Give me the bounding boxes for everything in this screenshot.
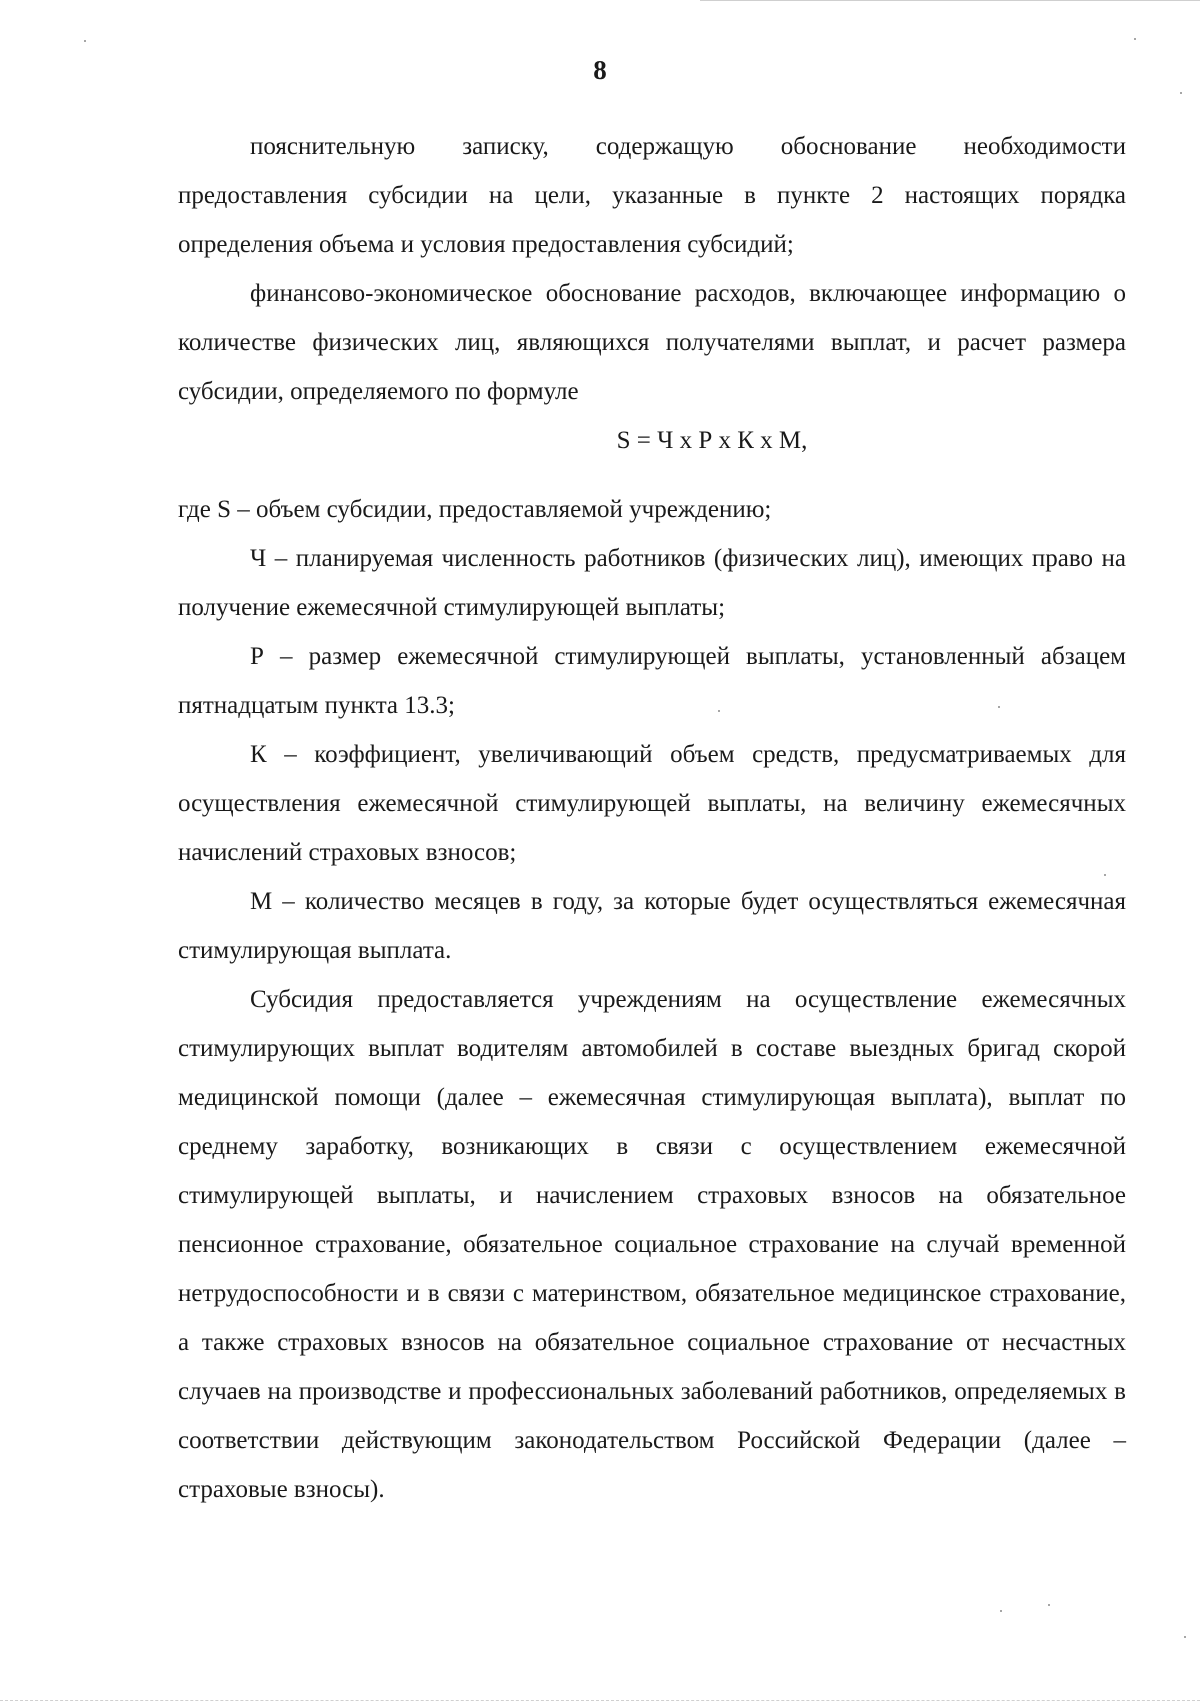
definition-s: где S – объем субсидии, предоставляемой учреждению; — [178, 496, 772, 523]
scan-speck — [1184, 1636, 1186, 1638]
definition-r: Р – размер ежемесячной стимулирующей выплаты, установленный абзацем пятнадцатым пункта 13.3; — [178, 643, 1126, 719]
scan-speck — [1134, 38, 1136, 40]
document-body — [178, 122, 1126, 1514]
definition-ch: Ч – планируемая численность работников (физических лиц), имеющих право на получение ежемесячной стимулирующей выплаты; — [178, 545, 1126, 621]
definition-k: К – коэффициент, увеличивающий объем средств, предусматриваемых для осуществления ежемесячной стимулирующей выплаты, на величину ежемесячных начислений страховых взносов; — [178, 741, 1126, 866]
scan-speck — [1048, 1604, 1050, 1606]
scan-speck — [84, 40, 86, 42]
formula: S = Ч х Р х К х М, — [616, 427, 808, 454]
page-number: 8 — [593, 55, 607, 85]
paragraph-explanatory-note: пояснительную записку, содержащую обоснование необходимости предоставления субсидии на цели, указанные в пункте 2 настоящих порядка определения объема и условия предоставления субсидий; — [178, 133, 1126, 258]
scan-bottom-edge — [0, 1700, 1200, 1702]
definition-m: М – количество месяцев в году, за которые будет осуществляться ежемесячная стимулирующая выплата. — [178, 888, 1126, 964]
paragraph-subsidy-purpose: Субсидия предоставляется учреждениям на осуществление ежемесячных стимулирующих выплат водителям автомобилей в составе выездных бригад скорой медицинской помощи (далее – ежемесячная стимулирующая выплата), выплат по среднему заработку, возникающих в связи с осуществлением ежемесячной стимулирующей выплаты, и начислением страховых взносов на обязательное пенсионное страхование, обязательное социальное страхование на случай временной нетрудоспособности и в связи с материнством, обязательное медицинское страхование, а также страховых взносов на обязательное социальное страхование от несчастных случаев на производстве и профессиональных заболеваний работников, определяемых в соответствии действующим законодательством Российской Федерации (далее – страховые взносы). — [178, 986, 1126, 1503]
paragraph-financial-justification: финансово-экономическое обоснование расходов, включающее информацию о количестве физических лиц, являющихся получателями выплат, и расчет размера субсидии, определяемого по формуле — [178, 280, 1126, 405]
scan-top-edge — [700, 0, 1200, 2]
scan-speck — [1180, 92, 1182, 94]
scan-speck — [1000, 1610, 1002, 1612]
